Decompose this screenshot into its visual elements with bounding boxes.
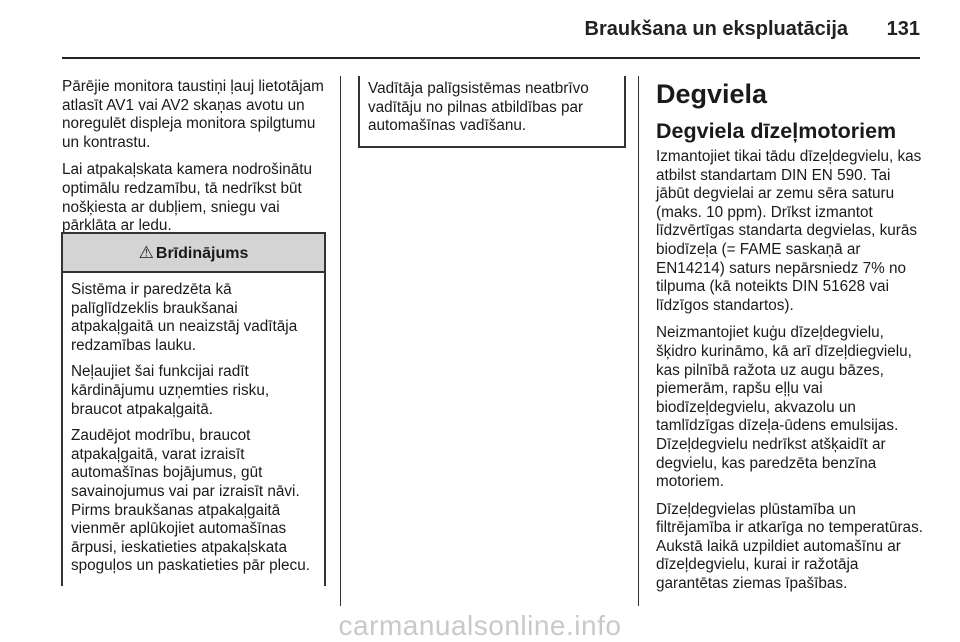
section-heading: Degviela [656, 79, 768, 109]
running-title: Braukšana un ekspluatācija [584, 18, 848, 40]
warning-box [61, 232, 326, 586]
paragraph: Dīzeļdegvielas plūstamība un filtrējamība ir atkarīga no temperatūras. Aukstā laikā uzpildiet automašīnu ar dīzeļdegvielu, kurai ir ražotāja garantētas ziemas īpašības. [656, 500, 923, 593]
column-left [62, 78, 328, 245]
watermark: carmanualsonline.info [338, 610, 622, 641]
paragraph: Izmantojiet tikai tādu dīzeļdegvielu, kas atbilst standartam DIN EN 590. Tai jābūt degvielai ar zemu sēra saturu (maks. 10 ppm). Drīkst izmantot līdzvērtīgas standarta degvielas, kurās biodīzeļa (= FAME saskaņā ar EN14214) saturs nepārsniedz 7% no tilpuma (kā noteikts DIN 51628 vai līdzīgos standartos). [656, 148, 922, 314]
paragraph: Neizmantojiet kuģu dīzeļdegvielu, šķidro kurināmo, kā arī dīzeļdiegvielu, kas pilnībā ražota uz augu bāzes, piemerām, rapšu eļļu vai biodīzeļdegvielu, akvazolu un tamlīdzīgas dīzeļa-ūdens emulsijas. Dīzeļdegvielu nedrīkst atšķaidīt ar degvielu, kas paredzēta benzīna motoriem. [656, 324, 912, 491]
paragraph: Neļaujiet šai funkcijai radīt kārdinājumu uzņemties risku, braucot atpakaļgaitā. [71, 363, 270, 418]
warning-body [63, 273, 324, 576]
paragraph: Zaudējot modrību, braucot atpakaļgaitā, varat izraisīt automašīnas bojājumus, gūt savainojumus vai par izraisīt nāvi. Pirms braukšanas atpakaļgaitā vienmēr aplūkojiet automašīnas ārpusi, ieskatieties atpakaļskata spoguļos un paskatieties pār plecu. [71, 427, 310, 575]
paragraph: Pārējie monitora taustiņi ļauj lietotājam atlasīt AV1 vai AV2 skaņas avotu un noregulēt displeja monitora spilgtumu un kontrastu. [62, 78, 324, 151]
note-text: Vadītāja palīgsistēmas neatbrīvo vadītāju no pilnas atbildības par automašīnas vadīšanu. [368, 80, 589, 135]
header-divider [62, 57, 920, 59]
paragraph: Lai atpakaļskata kamera nodrošinātu optimālu redzamību, tā nedrīkst būt nošķiesta ar dubļiem, sniegu vai pārklāta ar ledu. [62, 161, 313, 235]
column-right [656, 76, 924, 603]
page-header [0, 0, 960, 60]
note-box [358, 76, 626, 148]
subsection-heading: Degviela dīzeļmotoriem [656, 119, 897, 143]
warning-title: Brīdinājums [155, 245, 249, 262]
paragraph: Sistēma ir paredzēta kā palīglīdzeklis braukšanai atpakaļgaitā un neaizstāj vadītāja redzamības lauku. [71, 281, 298, 354]
warning-header [63, 234, 324, 273]
column-divider [638, 76, 639, 606]
warning-triangle-icon: ⚠ [138, 243, 154, 262]
column-divider [340, 76, 341, 606]
page-number: 131 [886, 18, 920, 40]
